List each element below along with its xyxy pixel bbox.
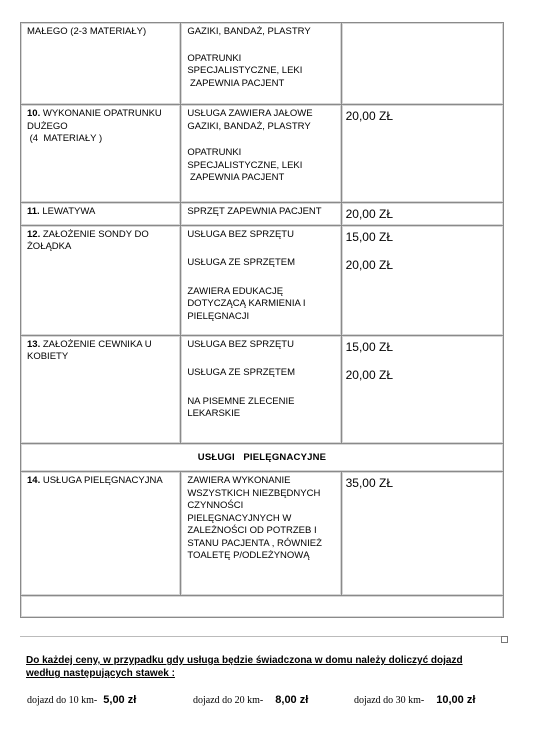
detail-line: SPECJALISTYCZNE, LEKI [187,65,303,76]
service-cell [21,472,181,596]
service-name: ZAŁOŻENIE SONDY DO [40,228,149,240]
travel-rates [27,694,517,710]
detail-line: ZALEŻNOŚCI OD POTRZEB I [187,525,317,536]
service-name: WYKONANIE OPATRUNKU [40,108,162,119]
detail-line: USŁUGA ZE SPRZĘTEM [187,257,295,268]
price-cell [341,105,503,203]
travel-note-line: Do każdej ceny, w przypadku gdy usługa będzie świadczona w domu należy doliczyć dojazd [26,655,463,666]
travel-rate [354,694,475,706]
travel-rate-label: dojazd do 20 km- [193,695,264,706]
price-cell [341,472,503,596]
service-cell [21,23,181,105]
service-number: 14. [27,475,41,486]
detail-line: TOALETĘ P/ODLEŻYNOWĄ [187,550,310,561]
details-cell [181,105,341,203]
price-value: 20,00 ZŁ [345,207,393,221]
detail-line: DOTYCZĄCĄ KARMIENIA I [187,298,306,309]
travel-rate-amount: 8,00 zł [275,694,309,706]
price-value: 20,00 ZŁ [345,367,393,382]
service-cell [21,225,181,335]
service-number: 13. [27,338,41,350]
details-cell [181,203,341,226]
details-cell [181,23,341,105]
service-name-line: ŻOŁĄDKA [27,241,72,252]
empty-row [21,596,504,618]
empty-cell [21,596,504,618]
detail-line: NA PISEMNE ZLECENIE [187,395,295,407]
details-cell [181,472,341,596]
detail-line: ZAWIERA EDUKACJĘ [187,285,284,297]
travel-note [26,654,506,680]
price-value: 15,00 ZŁ [345,229,393,244]
price-value: 15,00 ZŁ [345,339,393,354]
details-cell [181,335,341,443]
service-number: 11. [27,206,40,217]
detail-line: PIELĘGNACJI [187,310,250,322]
detail-line: ZAPEWNIA PACJENT [187,172,285,183]
details-cell [181,225,341,335]
detail-line: USŁUGA BEZ SPRZĘTU [187,338,294,350]
service-name: MAŁEGO (2-3 MATERIAŁY) [27,26,147,37]
page-rule [20,636,504,637]
detail-line: CZYNNOŚCI [187,500,244,511]
price-value: 20,00 ZŁ [345,109,393,123]
service-name-line: (4 MATERIAŁY ) [27,133,103,144]
detail-line: GAZIKI, BANDAŻ, PLASTRY [187,26,311,37]
detail-line: USŁUGA ZAWIERA JAŁOWE [187,108,313,119]
table-row [21,335,504,443]
price-table [20,22,504,618]
service-number: 12. [27,228,41,240]
travel-rate-amount: 5,00 zł [103,694,137,706]
detail-line: GAZIKI, BANDAŻ, PLASTRY [187,120,311,132]
detail-line: WSZYSTKICH NIEZBĘDNYCH [187,487,321,499]
table-row [21,203,504,226]
service-name: LEWATYWA [39,206,96,217]
price-cell [341,23,503,105]
section-header-text: USŁUGI PIELĘGNACYJNE [197,451,327,463]
service-name: USŁUGA PIELĘGNACYJNA [40,475,163,486]
table-resize-handle[interactable] [501,636,508,643]
detail-line: SPECJALISTYCZNE, LEKI [187,159,303,171]
travel-rate-label: dojazd do 30 km- [354,695,425,706]
travel-rate-amount: 10,00 zł [436,694,476,706]
service-cell [21,203,181,226]
table-row [21,23,504,105]
travel-rate-label: dojazd do 10 km- [27,695,98,706]
detail-line: OPATRUNKI [187,147,242,158]
detail-line: USŁUGA ZE SPRZĘTEM [187,367,295,378]
section-header-row [21,443,504,472]
travel-rate [193,694,308,706]
detail-line: SPRZĘT ZAPEWNIA PACJENT [187,206,322,217]
service-name: ZAŁOŻENIE CEWNIKA U [40,338,152,350]
service-name-line: KOBIETY [27,351,69,362]
price-cell [341,335,503,443]
price-value: 35,00 ZŁ [345,476,393,490]
price-value: 20,00 ZŁ [345,257,393,272]
table-row [21,472,504,596]
service-name-line: DUŻEGO [27,120,68,132]
price-cell [341,203,503,226]
service-number: 10. [27,108,41,119]
travel-note-line: według następujących stawek : [26,668,175,679]
detail-line: STANU PACJENTA , RÓWNIEŻ [187,537,322,549]
table-row [21,105,504,203]
detail-line: ZAPEWNIA PACJENT [187,77,285,89]
detail-line: ZAWIERA WYKONANIE [187,475,291,486]
service-cell [21,335,181,443]
section-header [21,443,504,472]
service-cell [21,105,181,203]
detail-line: PIELĘGNACYJNYCH W [187,512,292,524]
travel-rate [27,694,136,706]
detail-line: OPATRUNKI [187,52,242,64]
table-row [21,225,504,335]
detail-line: USŁUGA BEZ SPRZĘTU [187,228,294,240]
detail-line: LEKARSKIE [187,408,241,419]
price-cell [341,225,503,335]
